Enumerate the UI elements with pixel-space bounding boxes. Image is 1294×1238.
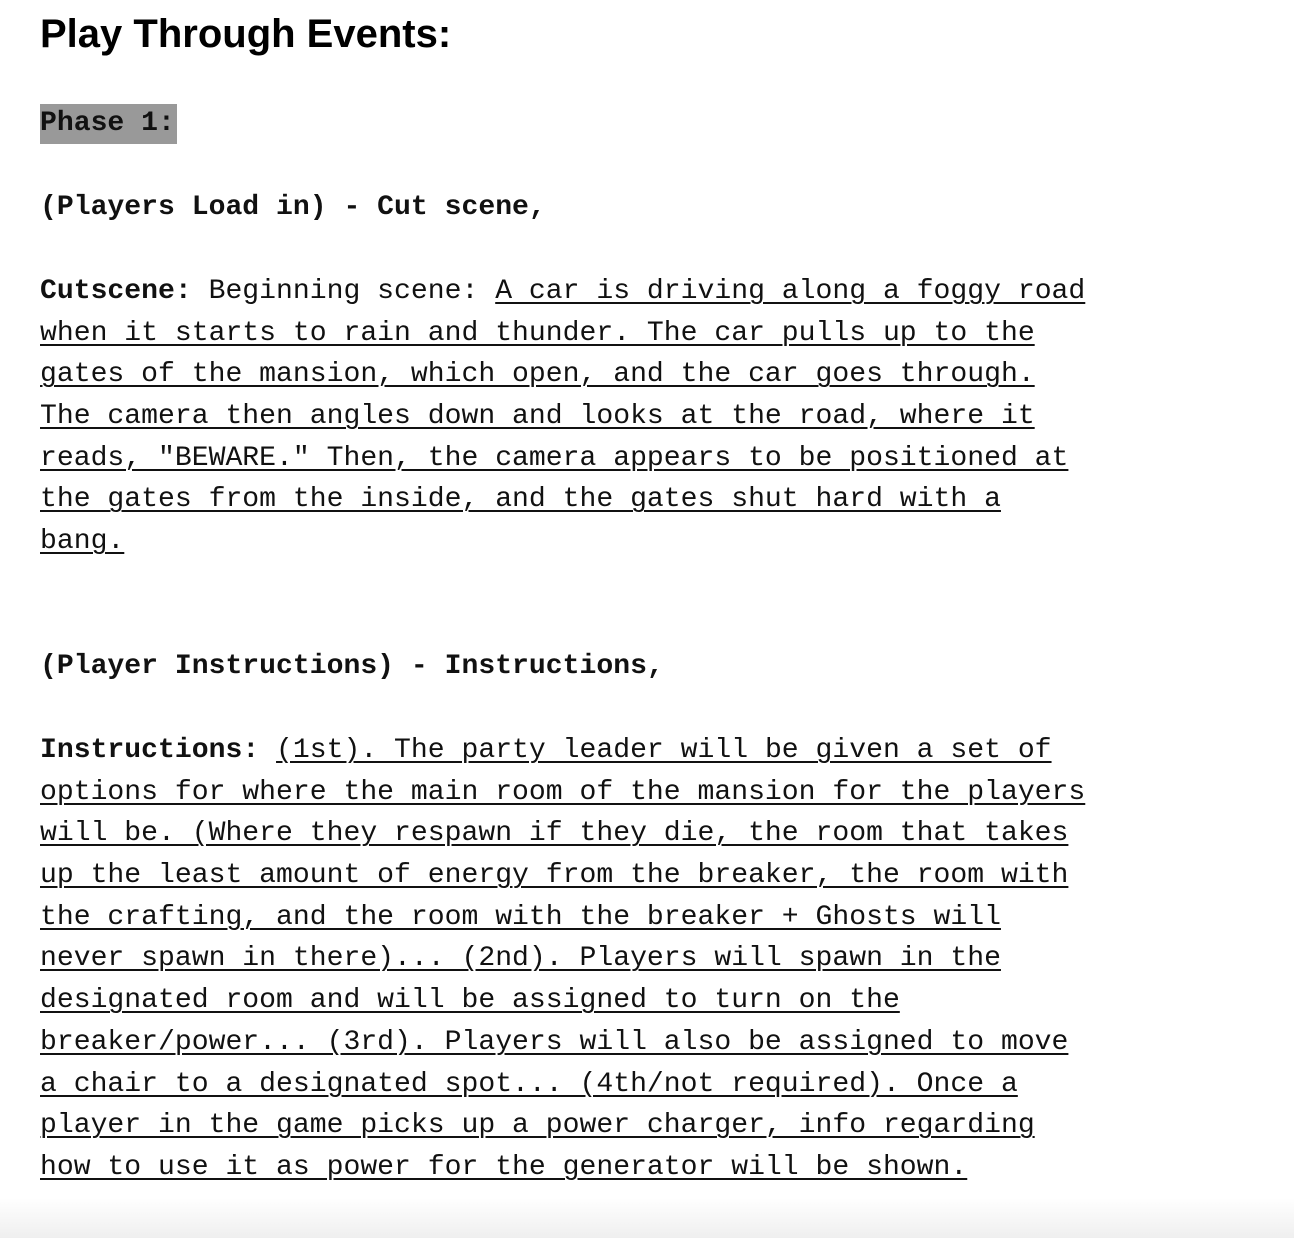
- paragraph-line: options for where the main room of the mansion for the players: [40, 776, 1086, 808]
- cutscene-intro: Beginning scene:: [208, 276, 496, 307]
- paragraph-line: a chair to a designated spot... (4th/not required). Once a: [40, 1068, 1018, 1100]
- paragraph-line: reads, "BEWARE." Then, the camera appears to be positioned at: [40, 442, 1069, 474]
- paragraph-line: breaker/power... (3rd). Players will also be assigned to move: [40, 1026, 1069, 1058]
- section-heading-cutscene: (Players Load in) - Cut scene,: [40, 192, 546, 223]
- label-colon: :: [174, 276, 209, 307]
- paragraph-line: bang.: [40, 526, 125, 558]
- paragraph-line: the crafting, and the room with the breaker + Ghosts will: [40, 901, 1001, 933]
- paragraph-line: will be. (Where they respawn if they die, the room that takes: [40, 818, 1069, 850]
- bottom-fade: [0, 1198, 1294, 1238]
- page-title: Play Through Events:: [40, 12, 452, 56]
- instructions-paragraph: [40, 730, 1240, 1189]
- paragraph-line: gates of the mansion, which open, and the car goes through.: [40, 359, 1035, 391]
- paragraph-line: up the least amount of energy from the breaker, the room with: [40, 860, 1069, 892]
- paragraph-line: player in the game picks up a power charger, info regarding: [40, 1110, 1035, 1142]
- cutscene-label: Cutscene: [40, 276, 175, 307]
- paragraph-line: when it starts to rain and thunder. The car pulls up to the: [40, 317, 1035, 349]
- section-heading-instructions: (Player Instructions) - Instructions,: [40, 651, 664, 682]
- paragraph-line: never spawn in there)... (2nd). Players will spawn in the: [40, 943, 1001, 975]
- paragraph-line: The camera then angles down and looks at the road, where it: [40, 401, 1035, 433]
- instructions-text: (1st). The party leader will be given a set of: [276, 735, 1052, 766]
- phase-label-highlighted: Phase 1:: [40, 104, 177, 144]
- instructions-label: Instructions: [40, 735, 243, 766]
- cutscene-text: A car is driving along a foggy road: [495, 276, 1086, 307]
- paragraph-line: [40, 730, 1240, 772]
- paragraph-line: [40, 271, 1240, 313]
- label-colon: :: [242, 735, 277, 766]
- cutscene-paragraph: [40, 271, 1240, 563]
- paragraph-line: designated room and will be assigned to turn on the: [40, 985, 900, 1017]
- paragraph-line: how to use it as power for the generator will be shown.: [40, 1151, 968, 1183]
- paragraph-line: the gates from the inside, and the gates shut hard with a: [40, 484, 1001, 516]
